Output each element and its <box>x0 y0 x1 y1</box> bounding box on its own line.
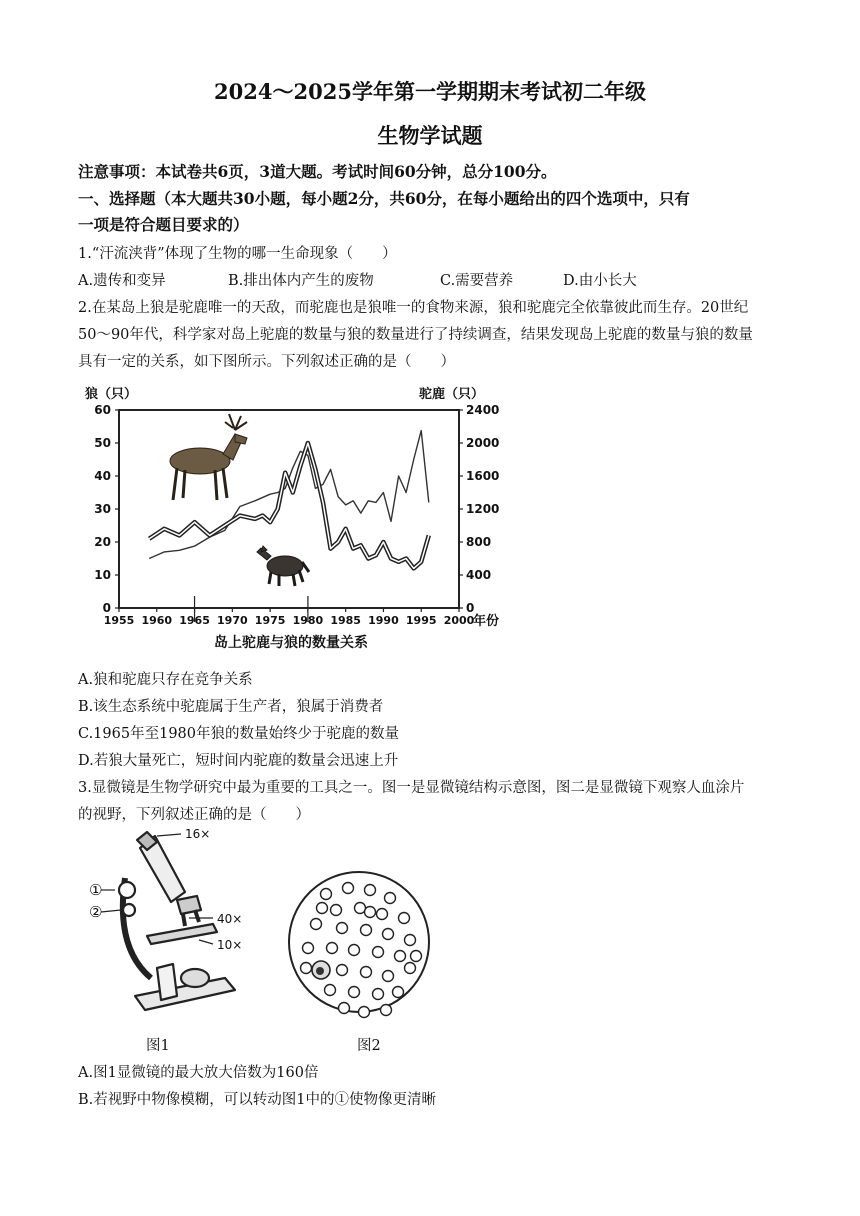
x-tick-label: 1985 <box>330 614 361 627</box>
red-blood-cell <box>381 1005 392 1016</box>
red-blood-cell <box>373 989 384 1000</box>
right-tick-label: 1200 <box>466 502 500 516</box>
red-blood-cell <box>383 929 394 940</box>
blood-smear-figure <box>286 852 432 1022</box>
q2-stem-line2: 50～90年代，科学家对岛上驼鹿的数量与狼的数量进行了持续调查，结果发现岛上驼鹿的数量与狼的数量 <box>78 327 753 343</box>
marker-2: ② <box>89 903 103 921</box>
red-blood-cell <box>327 943 338 954</box>
left-tick-label: 30 <box>94 502 111 516</box>
q1-option-c: C.需要营养 <box>440 273 514 289</box>
red-blood-cell <box>405 935 416 946</box>
section-heading-line1: 一、选择题（本大题共30小题，每小题2分，共60分，在每小题给出的四个选项中，只有 <box>78 189 690 208</box>
x-tick-label: 1990 <box>368 614 399 627</box>
q2-option-a: A.狼和驼鹿只存在竞争关系 <box>78 672 253 688</box>
q2-option-d: D.若狼大量死亡，短时间内驼鹿的数量会迅速上升 <box>78 753 399 769</box>
objective-high-label: 40× <box>217 912 243 926</box>
q1-option-d: D.由小长大 <box>563 273 637 289</box>
red-blood-cell <box>325 985 336 996</box>
red-blood-cell <box>405 963 416 974</box>
right-tick-label: 800 <box>466 535 492 549</box>
right-tick-label: 2400 <box>466 403 500 417</box>
fine-focus-knob <box>123 904 135 916</box>
red-blood-cell <box>337 965 348 976</box>
q3-stem-line2: 的视野，下列叙述正确的是（ ） <box>78 807 310 823</box>
marker-1: ① <box>89 881 103 899</box>
q1-stem: 1.“汗流浃背”体现了生物的哪一生命现象（ ） <box>78 246 397 262</box>
q3-stem-line1: 3.显微镜是生物学研究中最为重要的工具之一。图一是显微镜结构示意图，图二是显微镜下观察人血涂片 <box>78 780 745 796</box>
red-blood-cell <box>337 923 348 934</box>
q1-option-b: B.排出体内产生的废物 <box>228 273 374 289</box>
x-axis-label: 年份 <box>473 614 500 629</box>
x-tick-label: 1975 <box>254 614 286 627</box>
q2-option-c: C.1965年至1980年狼的数量始终少于驼鹿的数量 <box>78 726 399 742</box>
left-tick-label: 10 <box>94 568 111 582</box>
red-blood-cell <box>359 1007 370 1018</box>
left-tick-label: 40 <box>94 469 111 483</box>
x-tick-label: 1955 <box>103 614 135 627</box>
red-blood-cell <box>311 919 322 930</box>
red-blood-cell <box>343 883 354 894</box>
q3-option-b: B.若视野中物像模糊，可以转动图1中的①使物像更清晰 <box>78 1092 436 1108</box>
red-blood-cell <box>365 885 376 896</box>
red-blood-cell <box>361 967 372 978</box>
red-blood-cell <box>411 951 422 962</box>
eyepiece-label: 16× <box>185 828 211 841</box>
left-tick-label: 20 <box>94 535 111 549</box>
moose-illustration <box>170 414 247 500</box>
q1-option-a: A.遗传和变异 <box>78 273 166 289</box>
x-tick-label: 1970 <box>217 614 248 627</box>
red-blood-cell <box>385 893 396 904</box>
population-chart <box>85 382 525 654</box>
q2-stem-line3: 具有一定的关系，如下图所示。下列叙述正确的是（ ） <box>78 354 455 370</box>
red-blood-cell <box>383 971 394 982</box>
red-blood-cell <box>399 913 410 924</box>
stage <box>147 924 217 944</box>
white-blood-cell <box>312 961 330 979</box>
microscope-figure <box>85 828 260 1018</box>
red-blood-cell <box>331 905 342 916</box>
notice: 注意事项：本试卷共6页，3道大题。考试时间60分钟，总分100分。 <box>78 162 557 181</box>
left-tick-label: 0 <box>102 601 111 615</box>
red-blood-cell <box>377 909 388 920</box>
x-tick-label: 1980 <box>292 614 324 627</box>
right-tick-label: 400 <box>466 568 492 582</box>
exam-title: 2024～2025学年第一学期期末考试初二年级 <box>214 79 646 104</box>
fig2-caption: 图2 <box>357 1038 381 1054</box>
red-blood-cell <box>321 889 332 900</box>
q3-option-a: A.图1显微镜的最大放大倍数为160倍 <box>78 1065 319 1081</box>
right-axis-label: 驼鹿（只） <box>419 387 485 402</box>
right-tick-label: 1600 <box>466 469 500 483</box>
mirror <box>181 969 209 987</box>
chart-title: 岛上驼鹿与狼的数量关系 <box>214 635 368 651</box>
red-blood-cell <box>395 951 406 962</box>
red-blood-cell <box>301 963 312 974</box>
x-tick-label: 1995 <box>405 614 437 627</box>
wolf-illustration <box>257 546 309 586</box>
plot-frame <box>119 410 459 608</box>
objective-low-label: 10× <box>217 938 243 952</box>
red-blood-cell <box>373 947 384 958</box>
left-tick-label: 60 <box>94 403 111 417</box>
red-blood-cell <box>393 987 404 998</box>
left-tick-label: 50 <box>94 436 111 450</box>
q1-options <box>78 269 778 291</box>
red-blood-cell <box>349 987 360 998</box>
red-blood-cell <box>361 925 372 936</box>
q2-stem-line1: 2.在某岛上狼是驼鹿唯一的天敌，而驼鹿也是狼唯一的食物来源，狼和驼鹿完全依靠彼此而生存。20世纪 <box>78 300 749 316</box>
left-axis-label: 狼（只） <box>85 387 138 402</box>
coarse-focus-knob <box>119 882 135 898</box>
x-tick-label: 1960 <box>141 614 173 627</box>
red-blood-cell <box>339 1003 350 1014</box>
x-tick-label: 1965 <box>179 614 210 627</box>
fig1-caption: 图1 <box>146 1038 170 1054</box>
red-blood-cell <box>349 945 360 956</box>
red-blood-cell <box>365 907 376 918</box>
exam-subtitle: 生物学试题 <box>377 123 483 148</box>
x-tick-label: 2000 <box>443 614 475 627</box>
section-heading-line2: 一项是符合题目要求的） <box>78 215 249 234</box>
red-blood-cell <box>317 903 328 914</box>
red-blood-cell <box>303 943 314 954</box>
q2-option-b: B.该生态系统中驼鹿属于生产者，狼属于消费者 <box>78 699 384 715</box>
right-tick-label: 0 <box>466 601 475 615</box>
right-tick-label: 2000 <box>466 436 500 450</box>
